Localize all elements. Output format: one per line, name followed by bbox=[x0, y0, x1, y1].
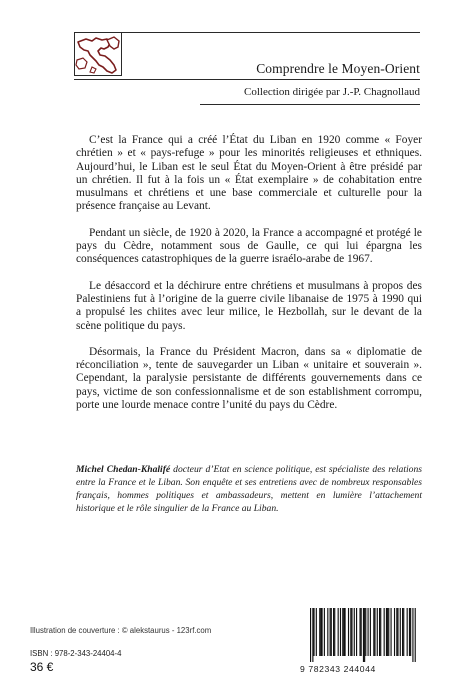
cover-credit: Illustration de couverture : © alekstaurus - 123rf.com bbox=[30, 626, 212, 635]
author-bio-text: docteur d’Etat en science politique, est spécialiste des relations entre la France et le Liban. Son enquête et ses entretiens avec de nombreux responsables français, hommes politiques et ambassadeurs, mettent en lumière l’attachement historique et le rôle singulier de la France au Liban. bbox=[76, 464, 422, 515]
summary-paragraph: Le désaccord et la déchirure entre chrétiens et musulmans à propos des Palestiniens fut à l’origine de la guerre civile libanaise de 1975 à 1990 qui a propulsé les chiites avec leur milice, le Hezbollah, sur le devant de la scène politique du pays. bbox=[76, 279, 422, 332]
barcode-bars bbox=[300, 608, 424, 662]
isbn: ISBN : 978-2-343-24404-4 bbox=[30, 649, 122, 658]
series-title: Comprendre le Moyen-Orient bbox=[256, 61, 420, 76]
summary-paragraph: C’est la France qui a créé l’État du Liban en 1920 comme « Foyer chrétien » et « pays-refuge » pour les minorités religieuses et ethniques. Aujourd’hui, le Liban est le seul État du Moyen-Orient à être présidé par un chrétien. Il fut à la fois un « État exemplaire » de cohabitation entre musulmans et chrétiens et une base commerciale et culturelle pour la présence française au Levant. bbox=[76, 134, 422, 213]
back-cover-summary bbox=[76, 134, 422, 425]
author-bio bbox=[76, 463, 422, 515]
header-middle-rule bbox=[74, 79, 420, 80]
summary-paragraph: Désormais, la France du Président Macron, dans sa « diplomatie de réconciliation », tente de sauvegarder un Liban « unitaire et souverain ». Cependant, la paralysie persistante de différents gouvernements dans ce pays, victime de son confessionnalisme et de son establishment corrompu, porte une lourde menace contre l’unité du pays du Cèdre. bbox=[76, 345, 422, 412]
price: 36 € bbox=[30, 660, 54, 674]
barcode bbox=[300, 608, 424, 678]
barcode-digits: 9 782343 244044 bbox=[300, 664, 376, 674]
author-name: Michel Chedan-Khalifé bbox=[76, 464, 171, 475]
summary-paragraph: Pendant un siècle, de 1920 à 2020, la France a accompagné et protégé le pays du Cèdre, notamment sous de Gaulle, ce qui lui épargna les conséquences catastrophiques de la guerre israélo-arabe de 1967. bbox=[76, 226, 422, 266]
series-editor: Collection dirigée par J.-P. Chagnollaud bbox=[244, 86, 420, 98]
header-top-rule bbox=[74, 32, 420, 33]
middle-east-map-icon bbox=[74, 32, 122, 76]
header-bottom-rule bbox=[200, 104, 420, 105]
